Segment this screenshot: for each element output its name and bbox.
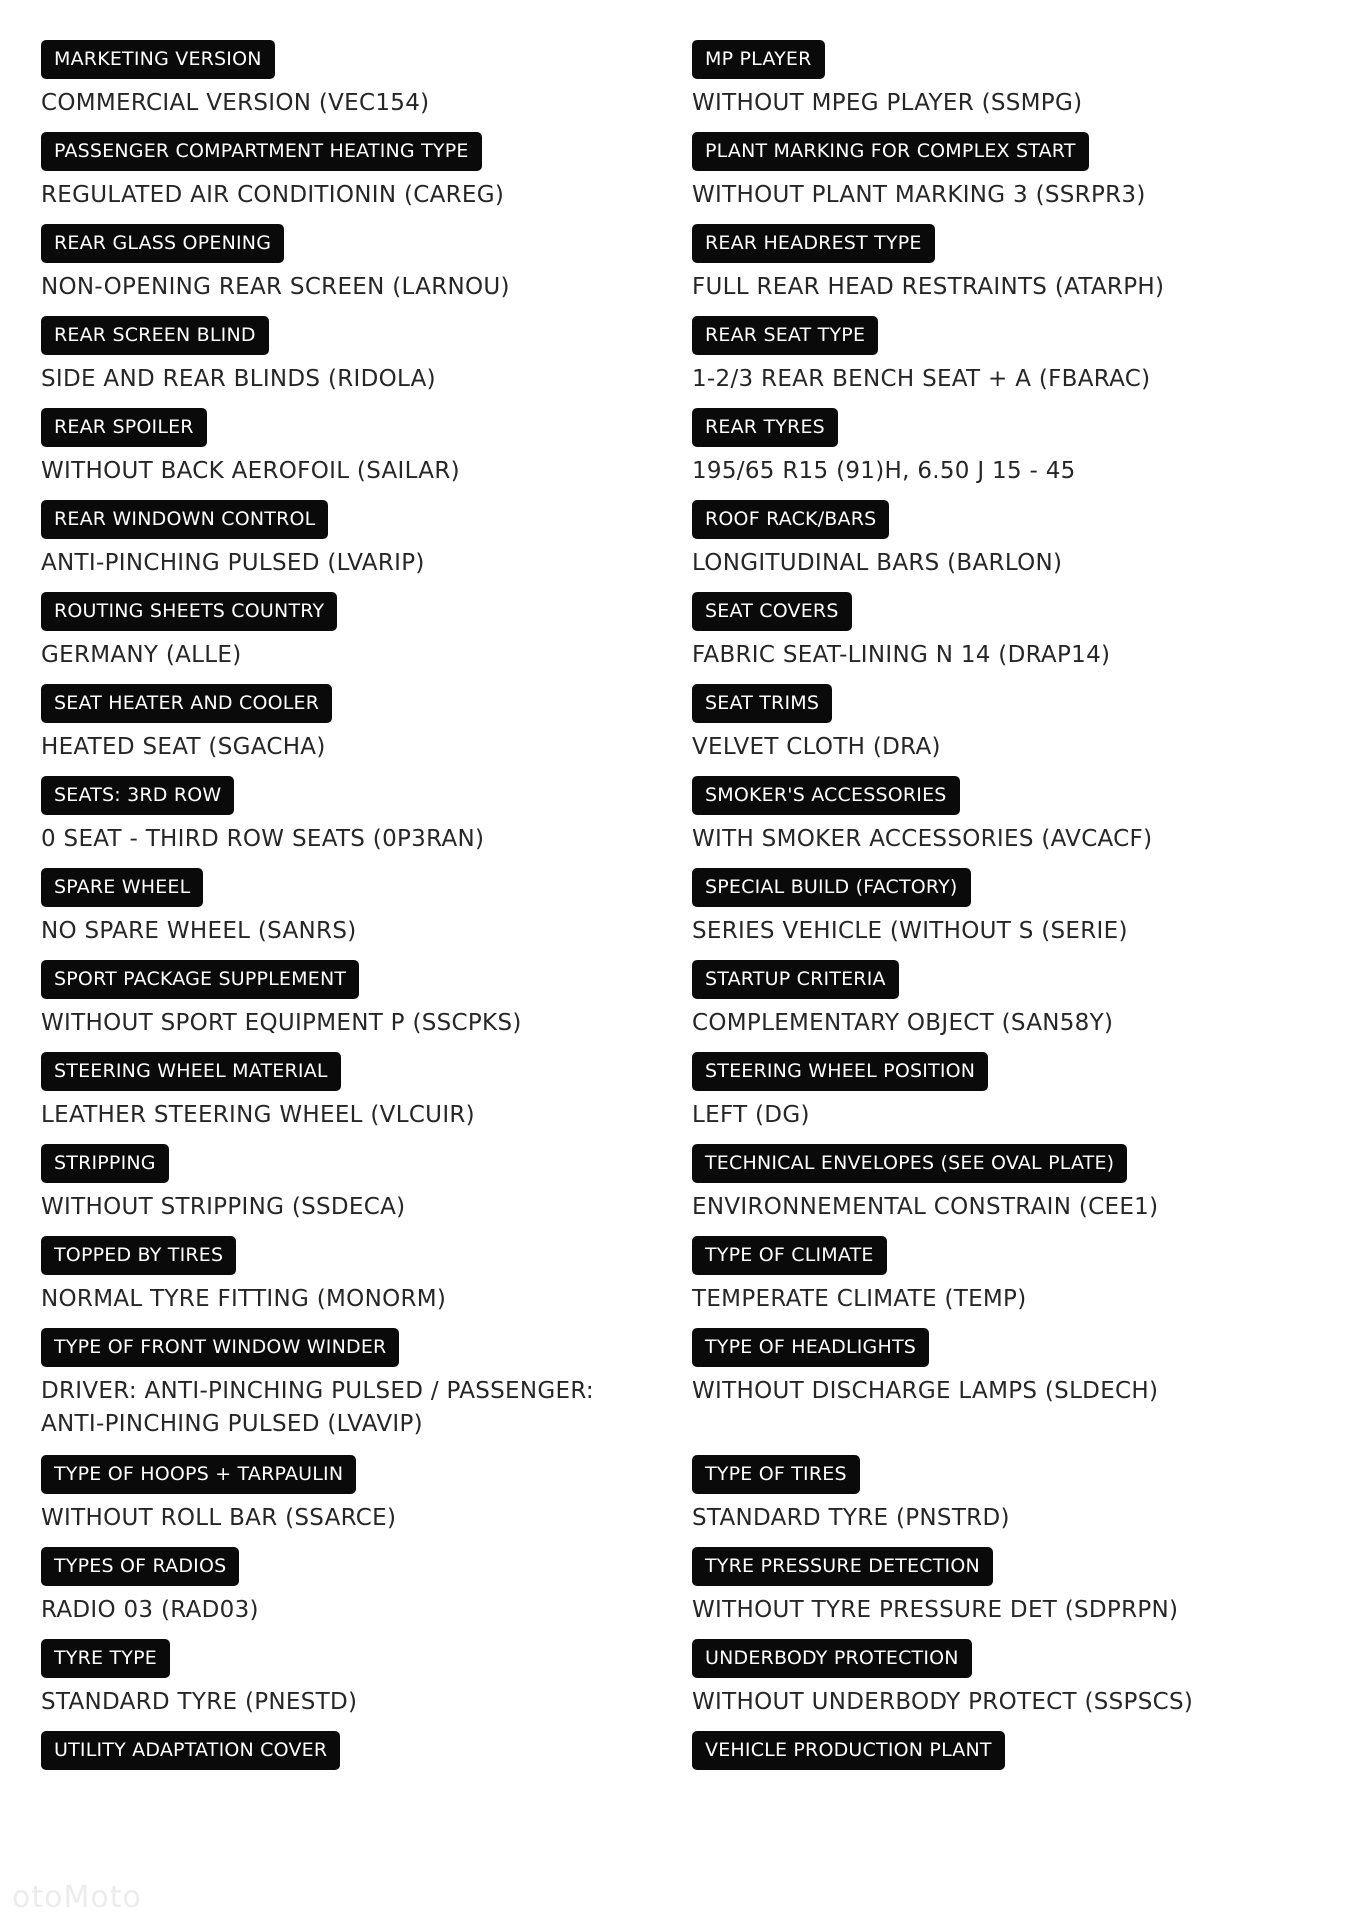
spec-label: TYRE TYPE [41, 1639, 170, 1678]
spec-value: ENVIRONNEMENTAL CONSTRAIN (CEE1) [692, 1194, 1159, 1220]
spec-label: UNDERBODY PROTECTION [692, 1639, 972, 1678]
spec-label: ROOF RACK/BARS [692, 500, 889, 539]
spec-value: ANTI-PINCHING PULSED (LVARIP) [41, 550, 425, 576]
spec-label: REAR HEADREST TYPE [692, 224, 935, 263]
spec-label: STRIPPING [41, 1144, 169, 1183]
spec-label: TYPES OF RADIOS [41, 1547, 239, 1586]
spec-label: PASSENGER COMPARTMENT HEATING TYPE [41, 132, 482, 171]
spec-item [692, 1144, 1302, 1224]
spec-item [41, 1052, 651, 1132]
spec-value: WITHOUT ROLL BAR (SSARCE) [41, 1505, 397, 1531]
spec-label: STEERING WHEEL POSITION [692, 1052, 988, 1091]
watermark: otoMoto [12, 1880, 142, 1915]
spec-label: REAR SCREEN BLIND [41, 316, 269, 355]
spec-item [41, 316, 651, 396]
spec-value: TEMPERATE CLIMATE (TEMP) [692, 1286, 1027, 1312]
spec-value: LONGITUDINAL BARS (BARLON) [692, 550, 1063, 576]
spec-label: TECHNICAL ENVELOPES (SEE OVAL PLATE) [692, 1144, 1127, 1183]
spec-item [41, 132, 651, 212]
spec-value: FULL REAR HEAD RESTRAINTS (ATARPH) [692, 274, 1165, 300]
spec-label: REAR SPOILER [41, 408, 207, 447]
spec-item [41, 684, 651, 764]
spec-label: UTILITY ADAPTATION COVER [41, 1731, 340, 1770]
spec-value: COMMERCIAL VERSION (VEC154) [41, 90, 430, 116]
spec-value: WITHOUT UNDERBODY PROTECT (SSPSCS) [692, 1689, 1194, 1715]
spec-item [692, 684, 1302, 764]
spec-value: WITHOUT PLANT MARKING 3 (SSRPR3) [692, 182, 1146, 208]
spec-value: WITHOUT MPEG PLAYER (SSMPG) [692, 90, 1083, 116]
spec-label: SEAT HEATER AND COOLER [41, 684, 332, 723]
right-spec-column [692, 40, 1302, 1770]
spec-item [41, 776, 651, 856]
spec-item [41, 40, 651, 120]
spec-label: TOPPED BY TIRES [41, 1236, 236, 1275]
spec-item [41, 1547, 651, 1627]
spec-item [41, 1731, 651, 1770]
spec-item [41, 1639, 651, 1719]
spec-item [41, 592, 651, 672]
spec-label: TYPE OF HOOPS + TARPAULIN [41, 1455, 356, 1494]
spec-value: 195/65 R15 (91)H, 6.50 J 15 - 45 [692, 458, 1076, 484]
spec-item [692, 1455, 1302, 1535]
spec-value: WITHOUT BACK AEROFOIL (SAILAR) [41, 458, 460, 484]
spec-item [692, 316, 1302, 396]
spec-label: TYPE OF HEADLIGHTS [692, 1328, 929, 1367]
spec-label: ROUTING SHEETS COUNTRY [41, 592, 337, 631]
spec-value: NORMAL TYRE FITTING (MONORM) [41, 1286, 447, 1312]
spec-label: SPORT PACKAGE SUPPLEMENT [41, 960, 359, 999]
spec-label: REAR WINDOWN CONTROL [41, 500, 328, 539]
spec-item [692, 1547, 1302, 1627]
spec-value: NON-OPENING REAR SCREEN (LARNOU) [41, 274, 510, 300]
spec-value: RADIO 03 (RAD03) [41, 1597, 259, 1623]
spec-value: 0 SEAT - THIRD ROW SEATS (0P3RAN) [41, 826, 485, 852]
spec-item [692, 1052, 1302, 1132]
spec-value: GERMANY (ALLE) [41, 642, 242, 668]
spec-label: VEHICLE PRODUCTION PLANT [692, 1731, 1005, 1770]
spec-item [692, 592, 1302, 672]
spec-item [692, 776, 1302, 856]
spec-item [692, 500, 1302, 580]
spec-value: WITHOUT DISCHARGE LAMPS (SLDECH) [692, 1378, 1159, 1404]
spec-value: FABRIC SEAT-LINING N 14 (DRAP14) [692, 642, 1111, 668]
spec-label: SMOKER'S ACCESSORIES [692, 776, 960, 815]
spec-item [692, 1328, 1302, 1441]
spec-label: STARTUP CRITERIA [692, 960, 899, 999]
spec-item [41, 868, 651, 948]
spec-value: HEATED SEAT (SGACHA) [41, 734, 326, 760]
spec-label: TYRE PRESSURE DETECTION [692, 1547, 993, 1586]
spec-item [692, 1236, 1302, 1316]
spec-label: TYPE OF TIRES [692, 1455, 860, 1494]
spec-item [692, 1731, 1302, 1770]
spec-label: SEATS: 3RD ROW [41, 776, 234, 815]
spec-label: SPARE WHEEL [41, 868, 203, 907]
spec-value: VELVET CLOTH (DRA) [692, 734, 941, 760]
spec-item [41, 224, 651, 304]
spec-value: WITHOUT SPORT EQUIPMENT P (SSCPKS) [41, 1010, 522, 1036]
spec-item [41, 408, 651, 488]
spec-label: TYPE OF FRONT WINDOW WINDER [41, 1328, 399, 1367]
spec-value: LEFT (DG) [692, 1102, 810, 1128]
left-spec-column [41, 40, 651, 1770]
spec-value: COMPLEMENTARY OBJECT (SAN58Y) [692, 1010, 1114, 1036]
spec-label: REAR GLASS OPENING [41, 224, 284, 263]
spec-item [692, 408, 1302, 488]
spec-item [41, 1236, 651, 1316]
spec-item [692, 1639, 1302, 1719]
spec-item [41, 500, 651, 580]
spec-value: WITHOUT STRIPPING (SSDECA) [41, 1194, 406, 1220]
spec-value: STANDARD TYRE (PNESTD) [41, 1689, 358, 1715]
spec-value: 1-2/3 REAR BENCH SEAT + A (FBARAC) [692, 366, 1151, 392]
spec-value: WITHOUT TYRE PRESSURE DET (SDPRPN) [692, 1597, 1179, 1623]
spec-label: REAR TYRES [692, 408, 838, 447]
spec-item [692, 868, 1302, 948]
spec-item [41, 1144, 651, 1224]
spec-item [41, 1455, 651, 1535]
spec-label: REAR SEAT TYPE [692, 316, 878, 355]
spec-item [692, 960, 1302, 1040]
spec-label: PLANT MARKING FOR COMPLEX START [692, 132, 1089, 171]
spec-value: STANDARD TYRE (PNSTRD) [692, 1505, 1010, 1531]
spec-item [692, 132, 1302, 212]
spec-label: SEAT TRIMS [692, 684, 832, 723]
spec-label: SPECIAL BUILD (FACTORY) [692, 868, 971, 907]
spec-value: DRIVER: ANTI-PINCHING PULSED / PASSENGER: ANTI-PINCHING PULSED (LVAVIP) [41, 1378, 594, 1437]
spec-value: SIDE AND REAR BLINDS (RIDOLA) [41, 366, 436, 392]
spec-label: STEERING WHEEL MATERIAL [41, 1052, 341, 1091]
spec-item [692, 40, 1302, 120]
spec-item [41, 1328, 651, 1441]
spec-item [41, 960, 651, 1040]
spec-value: LEATHER STEERING WHEEL (VLCUIR) [41, 1102, 475, 1128]
spec-label: MARKETING VERSION [41, 40, 275, 79]
spec-value: REGULATED AIR CONDITIONIN (CAREG) [41, 182, 505, 208]
spec-item [692, 224, 1302, 304]
spec-value: SERIES VEHICLE (WITHOUT S (SERIE) [692, 918, 1128, 944]
spec-value: NO SPARE WHEEL (SANRS) [41, 918, 357, 944]
spec-label: SEAT COVERS [692, 592, 852, 631]
spec-label: MP PLAYER [692, 40, 825, 79]
spec-label: TYPE OF CLIMATE [692, 1236, 887, 1275]
spec-value: WITH SMOKER ACCESSORIES (AVCACF) [692, 826, 1153, 852]
